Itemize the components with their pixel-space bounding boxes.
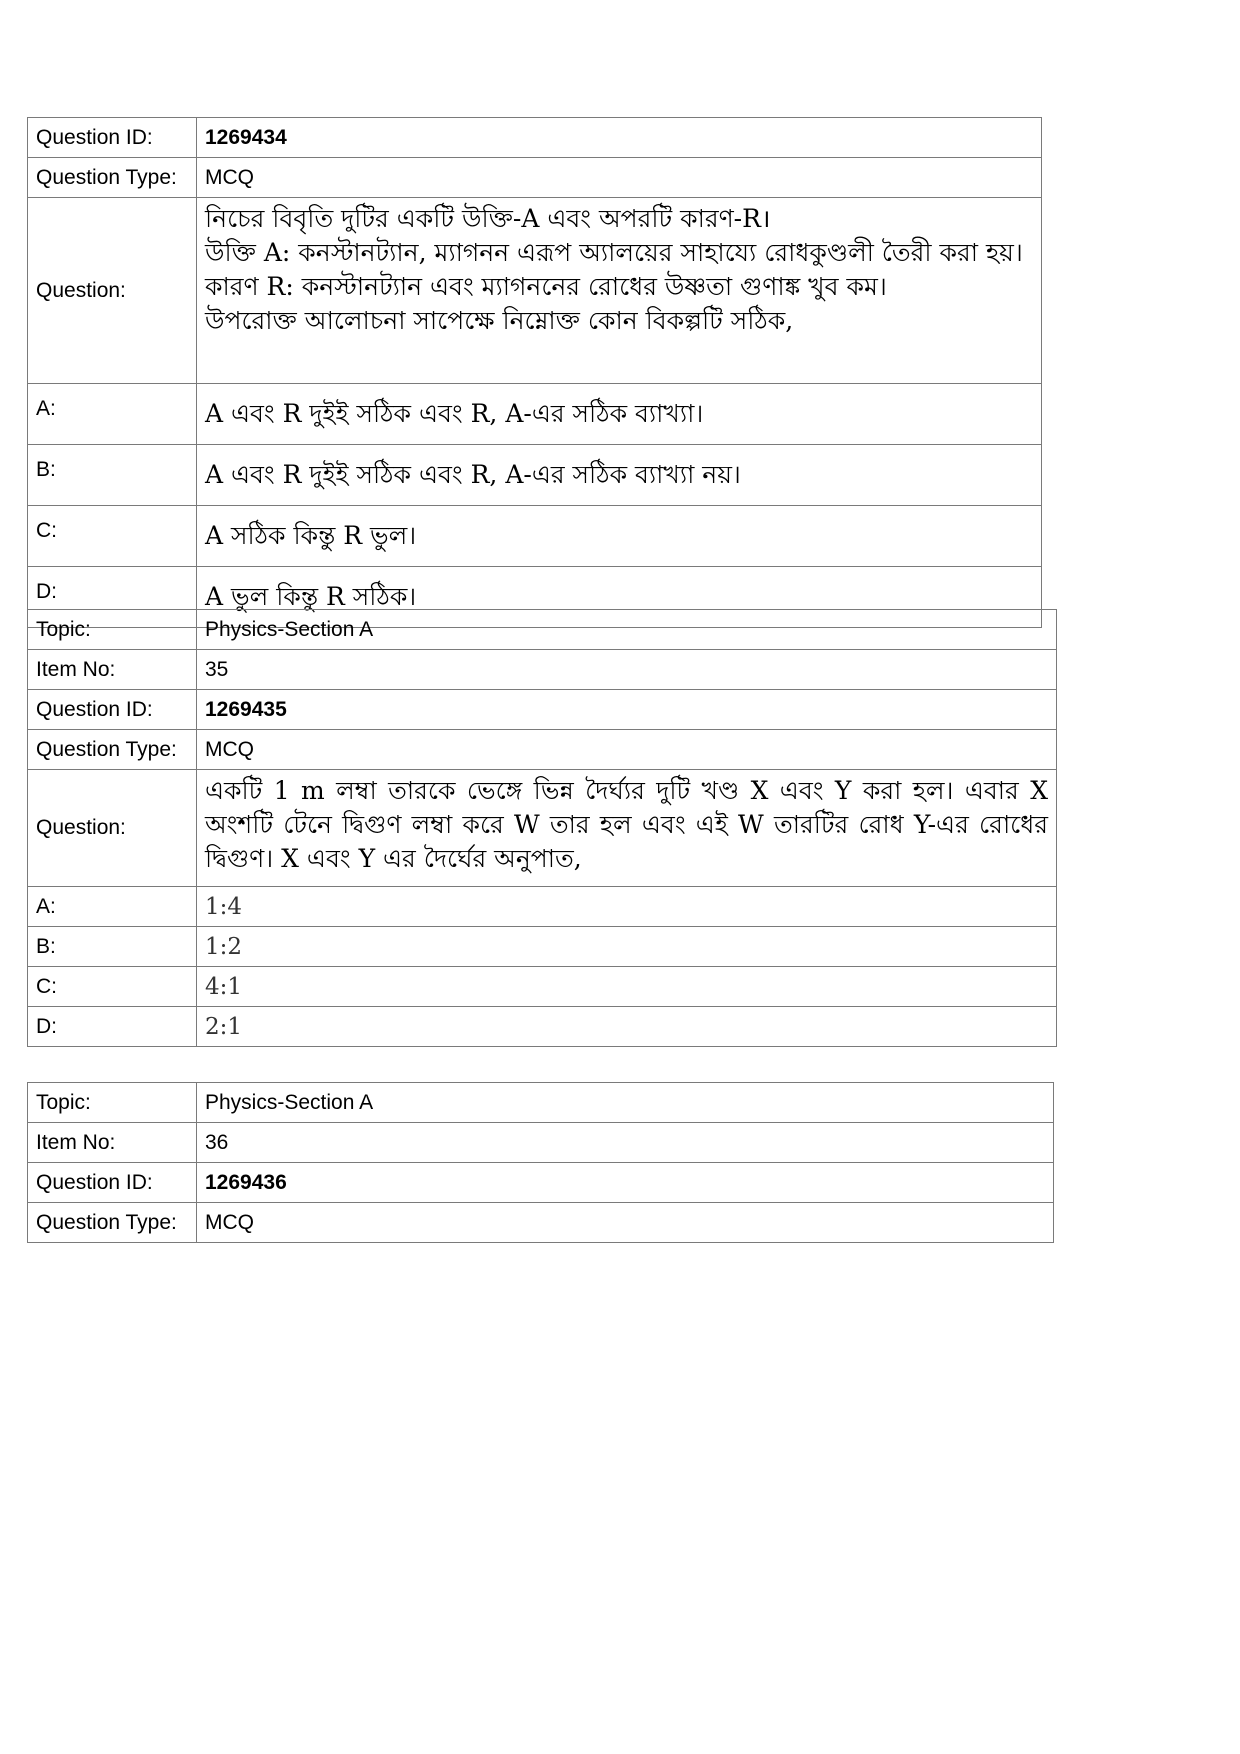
option-b-label: B: <box>28 927 197 967</box>
option-a-text: 1:4 <box>197 887 1057 927</box>
option-a-label: A: <box>28 887 197 927</box>
question-line: উক্তি A: কনস্টানট্যান, ম্যাগনন এরূপ অ্যালয়ের সাহায্যে রোধকুণ্ডলী তৈরী করা হয়। <box>205 238 1023 267</box>
question-type-value: MCQ <box>197 730 1057 770</box>
question-id-label: Question ID: <box>28 1163 197 1203</box>
option-d-text: 2:1 <box>197 1007 1057 1047</box>
question-table-1269434 <box>27 117 1042 628</box>
question-label: Question: <box>28 770 197 887</box>
question-id-value: 1269436 <box>197 1163 1054 1203</box>
item-no-label: Item No: <box>28 650 197 690</box>
question-table-1269436 <box>27 1082 1054 1243</box>
question-id-row <box>28 118 1042 158</box>
question-text: একটি 1 m লম্বা তারকে ভেঙ্গে ভিন্ন দৈর্ঘ্যর দুটি খণ্ড X এবং Y করা হল। এবার X অংশটি টেনে দ্বিগুণ লম্বা করে W তার হল এবং এই W তারটির রোধ Y-এর রোধের দ্বিগুণ। X এবং Y এর দৈর্ঘের অনুপাত, <box>197 770 1057 887</box>
question-id-value: 1269435 <box>197 690 1057 730</box>
question-type-label: Question Type: <box>28 730 197 770</box>
option-b-label: B: <box>28 445 197 506</box>
question-id-label: Question ID: <box>28 118 197 158</box>
option-a-text: A এবং R দুইই সঠিক এবং R, A-এর সঠিক ব্যাখ্যা। <box>197 384 1042 445</box>
question-type-label: Question Type: <box>28 1203 197 1243</box>
item-no-row <box>28 650 1057 690</box>
option-a-label: A: <box>28 384 197 445</box>
question-type-label: Question Type: <box>28 158 197 198</box>
option-c-text: A সঠিক কিন্তু R ভুল। <box>197 506 1042 567</box>
option-c-text: 4:1 <box>197 967 1057 1007</box>
topic-value: Physics-Section A <box>197 610 1057 650</box>
option-c-label: C: <box>28 506 197 567</box>
option-row-c <box>28 506 1042 567</box>
question-row <box>28 770 1057 887</box>
option-c-label: C: <box>28 967 197 1007</box>
question-row <box>28 198 1042 384</box>
option-row-a <box>28 384 1042 445</box>
question-type-row <box>28 158 1042 198</box>
question-type-value: MCQ <box>197 1203 1054 1243</box>
option-row-b <box>28 445 1042 506</box>
option-row-b <box>28 927 1057 967</box>
topic-row <box>28 1083 1054 1123</box>
question-id-value: 1269434 <box>197 118 1042 158</box>
question-id-row <box>28 690 1057 730</box>
option-d-label: D: <box>28 567 197 628</box>
option-b-text: 1:2 <box>197 927 1057 967</box>
question-text <box>197 198 1042 384</box>
topic-value: Physics-Section A <box>197 1083 1054 1123</box>
question-line: উপরোক্ত আলোচনা সাপেক্ষে নিম্নোক্ত কোন বিকল্পটি সঠিক, <box>205 306 794 335</box>
question-line: নিচের বিবৃতি দুটির একটি উক্তি-A এবং অপরটি কারণ-R। <box>205 204 771 233</box>
question-label: Question: <box>28 198 197 384</box>
question-type-value: MCQ <box>197 158 1042 198</box>
option-d-text: A ভুল কিন্তু R সঠিক। <box>197 567 1042 628</box>
option-row-d <box>28 1007 1057 1047</box>
option-row-c <box>28 967 1057 1007</box>
topic-label: Topic: <box>28 1083 197 1123</box>
item-no-label: Item No: <box>28 1123 197 1163</box>
question-id-row <box>28 1163 1054 1203</box>
option-d-label: D: <box>28 1007 197 1047</box>
item-no-row <box>28 1123 1054 1163</box>
question-type-row <box>28 1203 1054 1243</box>
option-b-text: A এবং R দুইই সঠিক এবং R, A-এর সঠিক ব্যাখ্যা নয়। <box>197 445 1042 506</box>
item-no-value: 35 <box>197 650 1057 690</box>
item-no-value: 36 <box>197 1123 1054 1163</box>
option-row-a <box>28 887 1057 927</box>
question-line: কারণ R: কনস্টানট্যান এবং ম্যাগননের রোধের উষ্ণতা গুণাঙ্ক খুব কম। <box>205 272 887 301</box>
topic-row <box>28 610 1057 650</box>
topic-label: Topic: <box>28 610 197 650</box>
question-type-row <box>28 730 1057 770</box>
question-id-label: Question ID: <box>28 690 197 730</box>
question-table-1269435 <box>27 609 1057 1047</box>
